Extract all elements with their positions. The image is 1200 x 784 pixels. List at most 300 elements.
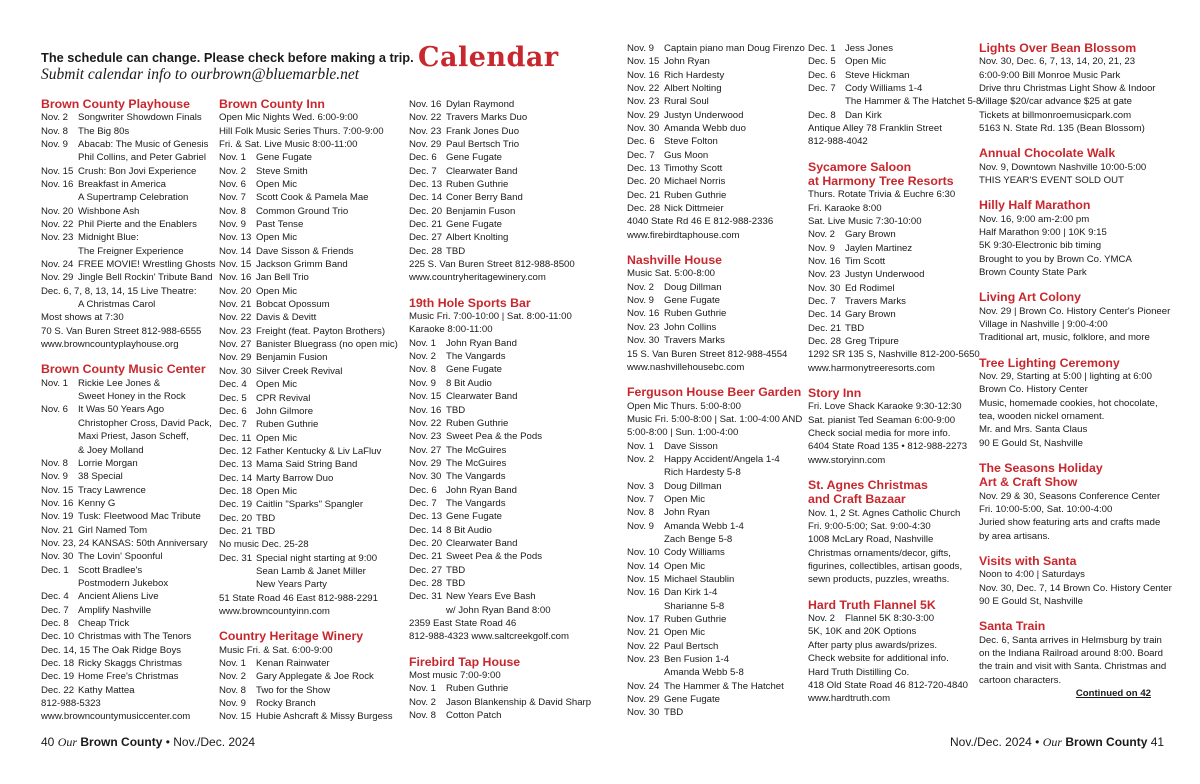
event-title: Kathy Mattea	[78, 684, 135, 696]
event-title: Phil Pierte and the Enablers	[78, 219, 197, 231]
info-line: Nov. 29 & 30, Seasons Conference Center	[979, 490, 1161, 502]
event-title: Home Free's Christmas	[78, 671, 179, 683]
section-gap	[979, 187, 1169, 198]
event-title: Past Tense	[256, 219, 304, 231]
event-date: Dec. 10	[41, 631, 75, 643]
event-title: The Big 80s	[78, 125, 130, 137]
event-row	[41, 470, 213, 483]
event-date: Dec. 5	[808, 56, 836, 68]
info-line: Noon to 4:00 | Saturdays	[979, 569, 1085, 581]
event-title: Amplify Nashville	[78, 604, 152, 616]
info-line: Nov. 29, Starting at 5:00 | lighting at 6:00	[979, 370, 1152, 382]
event-title: John Ryan	[664, 56, 710, 68]
event-title: Clearwater Band	[446, 165, 518, 177]
event-date: Nov. 8	[409, 710, 437, 722]
column-3	[409, 98, 609, 722]
info-line: Sat. pianist Ted Seaman 6:00-9:00	[808, 414, 956, 426]
event-title: Ruben Guthrie	[664, 189, 727, 201]
footer-right	[950, 735, 1164, 750]
magazine-name-right: Brown County	[1065, 735, 1148, 749]
event-title: Scott Cook & Pamela Mae	[256, 192, 369, 204]
info-line: www.firebirdtaphouse.com	[627, 229, 740, 241]
event-title: Sweet Honey in the Rock	[78, 391, 186, 403]
event-date: Nov. 30	[627, 707, 660, 719]
footer-left	[41, 735, 255, 750]
schedule-notice: The schedule can change. Please check before making a trip.	[41, 50, 414, 65]
section-gap	[808, 467, 976, 478]
info-line: Antique Alley 78 Franklin Street	[808, 123, 942, 135]
event-row	[627, 666, 805, 679]
event-row	[409, 590, 609, 603]
event-date	[41, 151, 78, 164]
event-title: Gene Fugate	[664, 694, 721, 706]
section-gap	[41, 351, 213, 362]
event-date: Nov. 23	[808, 269, 841, 281]
event-date	[41, 577, 78, 590]
event-date: Nov. 3	[627, 480, 655, 492]
event-title: Dan Kirk	[845, 109, 882, 121]
event-title: Midnight Blue:	[78, 232, 139, 244]
event-date: Nov. 22	[219, 312, 252, 324]
event-date: Nov. 2	[409, 696, 437, 708]
event-title: Clearwater Band	[446, 391, 518, 403]
event-row	[219, 445, 404, 458]
info-line: on the Indiana Railroad around 8:00. Board	[979, 647, 1164, 659]
event-title: Gene Fugate	[256, 152, 313, 164]
event-title: Phil Collins, and Peter Gabriel	[78, 152, 206, 164]
info-line: Fri. & Sat. Live Music 8:00-11:00	[219, 138, 358, 150]
event-title: Maxi Priest, Jason Scheff,	[78, 431, 189, 443]
info-line: Dec. 6, Santa arrives in Helmsburg by train	[979, 634, 1162, 646]
event-title: Open Mic	[256, 432, 298, 444]
event-row	[219, 271, 404, 284]
info-line: www.countryheritagewinery.com	[409, 272, 546, 284]
event-date: Nov. 22	[627, 640, 660, 652]
section-gap	[979, 279, 1169, 290]
event-row	[627, 82, 805, 95]
event-row	[41, 670, 213, 683]
event-date: Nov. 9	[808, 242, 836, 254]
event-title: John Ryan Band	[446, 484, 517, 496]
info-line: Nov. 23, 24 KANSAS: 50th Anniversary	[41, 537, 208, 549]
event-title: Silver Creek Revival	[256, 365, 343, 377]
event-row	[41, 444, 213, 457]
event-title: Open Mic	[256, 232, 298, 244]
info-line: After party plus awards/prizes.	[808, 639, 938, 651]
event-row	[41, 497, 213, 510]
event-row	[409, 390, 609, 403]
event-title: The Vangards	[446, 471, 506, 483]
section-gap	[627, 242, 805, 253]
event-title: Kenny G	[78, 497, 116, 509]
event-row	[41, 684, 213, 697]
event-row	[41, 231, 213, 244]
event-row	[219, 298, 404, 311]
event-title: Ruben Guthrie	[256, 419, 319, 431]
event-date: Nov. 15	[409, 391, 442, 403]
event-title: Tim Scott	[845, 256, 886, 268]
event-row	[627, 506, 805, 519]
event-title: Open Mic	[256, 179, 298, 191]
event-date: Dec. 7	[627, 149, 655, 161]
info-line: Nov. 30, Dec. 6, 7, 13, 14, 20, 21, 23	[979, 56, 1136, 68]
event-date: Nov. 13	[219, 232, 252, 244]
venue-heading: and Craft Bazaar	[808, 492, 906, 507]
info-line: 812-988-4323 www.saltcreekgolf.com	[409, 631, 569, 643]
event-date: Dec. 13	[409, 511, 443, 523]
section-gap	[808, 149, 976, 160]
info-line: 225 S. Van Buren Street 812-988-8500	[409, 259, 575, 271]
event-row	[409, 350, 609, 363]
event-date: Dec. 8	[808, 109, 836, 121]
venue-heading: Ferguson House Beer Garden	[627, 385, 802, 400]
event-date: Nov. 22	[409, 112, 442, 124]
event-title: Kenan Rainwater	[256, 658, 330, 669]
event-row	[808, 42, 976, 55]
event-row	[627, 480, 805, 493]
event-title: 38 Special	[78, 471, 123, 483]
event-row	[627, 626, 805, 639]
event-date: Nov. 15	[627, 56, 660, 68]
venue-heading: The Seasons Holiday	[979, 461, 1103, 476]
event-date	[627, 666, 664, 679]
event-date: Nov. 6	[219, 179, 247, 191]
event-title: Cody Williams	[664, 547, 725, 559]
event-title: Happy Accident/Angela 1-4	[664, 453, 780, 465]
event-title: Dave Sisson & Friends	[256, 245, 354, 257]
info-line: Drive thru Christmas Light Show & Indoor	[979, 82, 1156, 94]
event-date: Nov. 14	[219, 245, 252, 257]
event-date: Nov. 23	[409, 125, 442, 137]
column-5	[808, 42, 982, 706]
event-date	[41, 191, 78, 204]
event-row	[627, 135, 805, 148]
info-line: Music, homemade cookies, hot chocolate,	[979, 397, 1158, 409]
event-title: Jason Blankenship & David Sharp	[446, 696, 592, 708]
event-date: Dec. 20	[409, 537, 443, 549]
event-row	[409, 205, 609, 218]
event-row	[409, 696, 609, 709]
event-row	[627, 69, 805, 82]
info-line: Check website for additional info.	[808, 653, 949, 665]
event-row	[627, 613, 805, 626]
event-row	[219, 258, 404, 271]
event-date	[627, 600, 664, 613]
event-row	[627, 640, 805, 653]
event-date: Nov. 21	[627, 627, 660, 639]
event-title: Christopher Cross, David Pack,	[78, 417, 212, 429]
event-row	[409, 564, 609, 577]
event-title: Benjamin Fuson	[446, 205, 516, 217]
info-line: Most music 7:00-9:00	[409, 670, 501, 681]
event-title: The Vangards	[446, 497, 506, 509]
event-date: Dec. 19	[41, 671, 75, 683]
info-line: www.nashvillehousebc.com	[627, 361, 745, 373]
event-date: Dec. 7	[409, 165, 437, 177]
column-2	[219, 97, 404, 724]
event-title: Hubie Ashcraft & Missy Burgess	[256, 711, 393, 723]
event-row	[41, 630, 213, 643]
event-title: Dave Sisson	[664, 440, 718, 452]
event-row	[409, 604, 609, 617]
event-title: Open Mic	[664, 627, 706, 639]
event-row	[219, 231, 404, 244]
column-4	[627, 42, 805, 720]
info-line: Open Mic Thurs. 5:00-8:00	[627, 400, 741, 412]
event-title: Open Mic	[664, 560, 706, 572]
event-date: Nov. 30	[627, 123, 660, 135]
event-date: Nov. 20	[219, 285, 252, 297]
event-date: Dec. 13	[409, 179, 443, 191]
issue-right: Nov./Dec. 2024 •	[950, 735, 1043, 749]
event-row	[409, 337, 609, 350]
event-row	[627, 440, 805, 453]
event-row	[808, 268, 976, 281]
event-row	[409, 497, 609, 510]
event-title: It Was 50 Years Ago	[78, 404, 165, 416]
info-line: Brought to you by Brown Co. YMCA	[979, 253, 1132, 265]
event-row	[627, 321, 805, 334]
event-title: Rich Hardesty 5-8	[664, 467, 741, 479]
section-gap	[979, 543, 1169, 554]
event-title: A Supertramp Celebration	[78, 192, 189, 204]
event-date: Nov. 27	[219, 339, 252, 351]
event-row	[41, 484, 213, 497]
event-title: Travers Marks	[845, 296, 906, 308]
event-title: Rich Hardesty	[664, 69, 725, 81]
issue-left: • Nov./Dec. 2024	[162, 735, 256, 749]
event-row	[627, 162, 805, 175]
event-title: Gene Fugate	[446, 152, 503, 164]
event-title: Timothy Scott	[664, 163, 723, 175]
event-date: Nov. 22	[627, 83, 660, 95]
event-date: Nov. 16	[41, 497, 74, 509]
info-line: Hard Truth Distilling Co.	[808, 666, 910, 678]
event-title: Open Mic	[256, 285, 298, 297]
event-title: Girl Named Tom	[78, 524, 148, 536]
event-title: Michael Staublin	[664, 573, 735, 585]
event-date: Nov. 22	[409, 417, 442, 429]
event-date: Nov. 22	[41, 219, 74, 231]
event-title: John Ryan	[664, 507, 710, 519]
event-title: Christmas with The Tenors	[78, 631, 192, 643]
event-title: Steve Smith	[256, 165, 308, 177]
event-row	[627, 680, 805, 693]
event-date: Dec. 19	[219, 499, 253, 511]
event-row	[808, 322, 976, 335]
info-line: Christmas ornaments/decor, gifts,	[808, 547, 951, 559]
event-date: Dec. 14	[808, 309, 842, 321]
event-row	[219, 285, 404, 298]
event-row	[219, 697, 404, 710]
event-row	[219, 432, 404, 445]
event-date: Nov. 9	[627, 43, 655, 54]
event-date: Nov. 2	[219, 671, 247, 683]
info-line: Music Fri. 5:00-8:00 | Sat. 1:00-4:00 AND	[627, 413, 803, 425]
venue-heading: St. Agnes Christmas	[808, 478, 928, 493]
info-line: Sat. Live Music 7:30-10:00	[808, 216, 922, 228]
event-date: Nov. 30	[808, 282, 841, 294]
event-date: Dec. 7	[808, 296, 836, 308]
event-date	[41, 298, 78, 311]
event-date: Nov. 16	[808, 256, 841, 268]
event-title: The Freigner Experience	[78, 245, 184, 257]
event-date: Nov. 16	[409, 404, 442, 416]
event-row	[409, 138, 609, 151]
info-line: Nov. 16, 9:00 am-2:00 pm	[979, 213, 1090, 225]
event-row	[627, 109, 805, 122]
event-row	[219, 578, 404, 591]
event-row	[409, 98, 609, 111]
event-row	[41, 550, 213, 563]
event-row	[219, 405, 404, 418]
event-row	[409, 125, 609, 138]
info-line: Tickets at billmonroemusicpark.com	[979, 109, 1132, 121]
event-title: Jaylen Martinez	[845, 242, 913, 254]
event-row	[41, 457, 213, 470]
event-title: Ed Rodimel	[845, 282, 895, 294]
event-title: Open Mic	[256, 485, 298, 497]
event-date: Dec. 31	[409, 591, 443, 603]
event-row	[808, 612, 976, 625]
event-date: Dec. 21	[409, 551, 443, 563]
info-line: 4040 State Rd 46 E 812-988-2336	[627, 216, 774, 228]
section-gap	[808, 375, 976, 386]
event-date: Dec. 18	[41, 658, 75, 669]
venue-heading: Brown County Playhouse	[41, 97, 190, 111]
event-date: Nov. 9	[41, 471, 69, 483]
event-row	[627, 294, 805, 307]
event-date: Nov. 7	[219, 192, 247, 204]
event-title: Paul Bertsch Trio	[446, 139, 520, 151]
event-title: Crush: Bon Jovi Experience	[78, 165, 197, 177]
event-row	[41, 218, 213, 231]
venue-heading: Lights Over Bean Blossom	[979, 41, 1137, 55]
info-line: 15 S. Van Buren Street 812-988-4554	[627, 348, 788, 360]
event-date: Dec. 22	[41, 684, 75, 696]
info-line: Fri. Karaoke 8:00	[808, 202, 882, 214]
section-gap	[979, 450, 1169, 461]
section-gap	[627, 374, 805, 385]
event-row	[41, 524, 213, 537]
event-title: The McGuires	[446, 457, 507, 469]
event-title: Justyn Underwood	[845, 269, 925, 281]
info-line: www.hardtruth.com	[808, 693, 891, 705]
info-line: Hill Folk Music Series Thurs. 7:00-9:00	[219, 125, 384, 137]
event-date: Dec. 1	[808, 43, 836, 54]
event-date: Nov. 9	[219, 698, 247, 710]
event-row	[808, 69, 976, 82]
event-date: Dec. 6	[409, 484, 437, 496]
event-title: Open Mic	[845, 56, 887, 68]
event-date: Dec. 14	[409, 192, 443, 204]
event-row	[219, 710, 404, 723]
event-row	[409, 537, 609, 550]
event-row	[409, 510, 609, 523]
event-row	[41, 590, 213, 603]
event-title: Special night starting at 9:00	[256, 552, 378, 564]
event-title: Amanda Webb 1-4	[664, 520, 744, 532]
event-row	[409, 218, 609, 231]
info-line: 812-988-5323	[41, 698, 101, 710]
event-title: Gene Fugate	[446, 364, 503, 376]
venue-heading: Santa Train	[979, 619, 1046, 634]
event-date: Nov. 8	[41, 457, 69, 469]
venue-heading: Brown County Music Center	[41, 362, 206, 377]
info-line: Music Fri. & Sat. 6:00-9:00	[219, 644, 333, 656]
info-line: www.browncountymusiccenter.com	[41, 711, 191, 723]
event-date: Dec. 11	[219, 432, 252, 444]
event-title: Jingle Bell Rockin' Tribute Band	[78, 272, 213, 284]
event-title: The Vangards	[446, 351, 506, 363]
event-date: Nov. 1	[627, 440, 655, 452]
event-title: w/ John Ryan Band 8:00	[446, 604, 551, 616]
event-title: Tusk: Fleetwood Mac Tribute	[78, 511, 201, 523]
event-row	[409, 457, 609, 470]
event-title: Rickie Lee Jones &	[78, 377, 161, 389]
event-row	[627, 202, 805, 215]
info-line: Check social media for more info.	[808, 428, 951, 440]
event-date: Nov. 16	[409, 99, 442, 110]
info-line: 5K, 10K and 20K Options	[808, 626, 917, 638]
event-title: Rocky Branch	[256, 698, 316, 710]
event-date: Dec. 27	[409, 564, 443, 576]
section-gap	[219, 618, 404, 629]
event-date: Nov. 8	[219, 684, 247, 696]
event-date: Dec. 7	[219, 419, 247, 431]
event-title: New Years Eve Bash	[446, 591, 536, 603]
event-row	[627, 281, 805, 294]
event-row	[219, 205, 404, 218]
event-row	[627, 706, 805, 719]
event-date: Dec. 14	[219, 472, 253, 484]
info-line: Open Mic Nights Wed. 6:00-9:00	[219, 112, 359, 124]
column-1	[41, 97, 216, 724]
event-date: Nov. 23	[627, 321, 660, 333]
event-title: Lorrie Morgan	[78, 457, 138, 469]
event-date: Nov. 23	[627, 654, 660, 666]
event-date: Dec. 21	[219, 525, 253, 537]
event-date: Dec. 20	[627, 176, 661, 188]
info-line: Brown County State Park	[979, 267, 1087, 279]
info-line: cartoon characters.	[979, 674, 1062, 686]
venue-heading: Art & Craft Show	[979, 475, 1078, 490]
event-date	[219, 578, 256, 591]
info-line: Traditional art, music, folklore, and more	[979, 332, 1150, 344]
event-title: Rural Soul	[664, 96, 709, 108]
info-line: Nov. 29 | Brown Co. History Center's Pioneer	[979, 305, 1171, 317]
event-date: Nov. 29	[627, 694, 660, 706]
event-row	[219, 338, 404, 351]
submit-info: Submit calendar info to ourbrown@bluemarble.net	[41, 66, 360, 83]
event-title: Cody Williams 1-4	[845, 83, 923, 95]
event-title: Jan Bell Trio	[256, 272, 309, 284]
event-row	[409, 191, 609, 204]
event-date: Nov. 29	[219, 352, 252, 364]
event-date: Nov. 15	[41, 165, 74, 177]
event-title: Gary Applegate & Joe Rock	[256, 671, 374, 683]
info-line: Village $20/car advance $25 at gate	[979, 96, 1132, 108]
event-date: Dec. 31	[219, 552, 253, 564]
event-row	[219, 178, 404, 191]
event-title: Doug Dillman	[664, 480, 722, 492]
event-row	[409, 111, 609, 124]
event-title: Ruben Guthrie	[664, 308, 727, 320]
event-row	[627, 520, 805, 533]
event-row	[41, 657, 213, 670]
event-row	[627, 693, 805, 706]
event-title: Gary Brown	[845, 229, 896, 241]
